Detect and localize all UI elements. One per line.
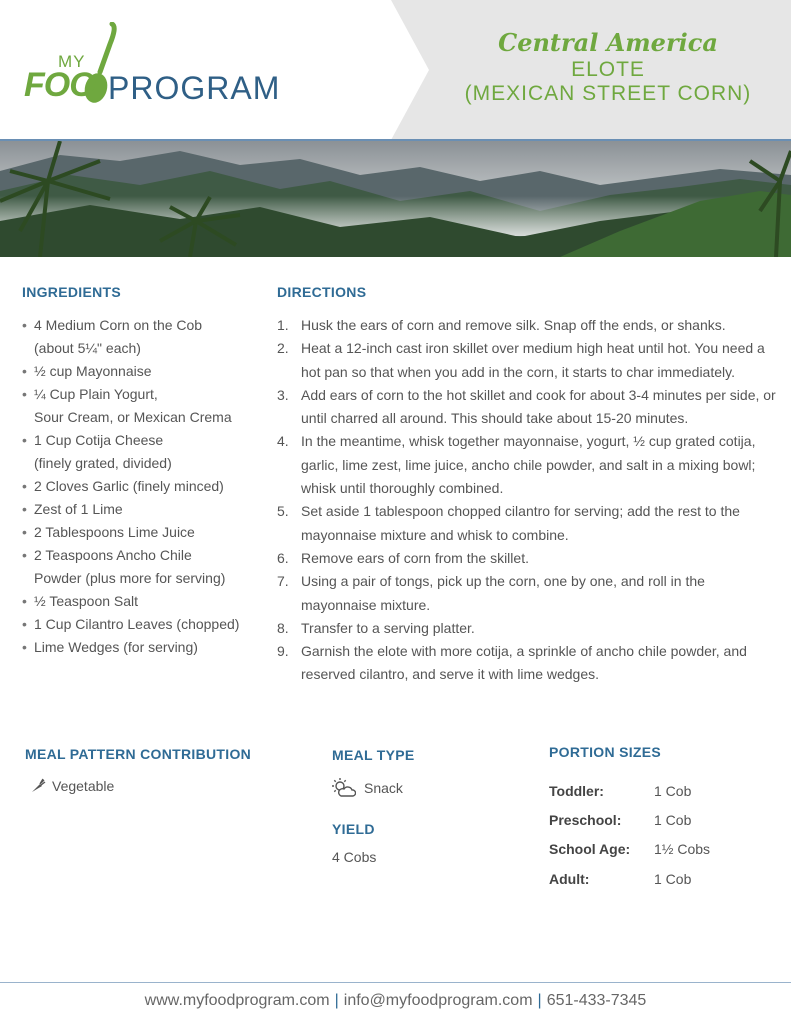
recipe-region: Central America — [498, 28, 718, 57]
logo-my-text: MY — [58, 52, 86, 71]
direction-step: 2. Heat a 12-inch cast iron skillet over medium high heat until hot. You need a hot pan so that when you add in the corn, it starts to char immediately. — [277, 340, 765, 380]
list-item: • 2 Tablespoons Lime Juice — [22, 521, 262, 544]
meal-pattern-heading: MEAL PATTERN CONTRIBUTION — [25, 746, 252, 762]
portion-sizes-table — [549, 776, 769, 893]
table-row: School Age: 1½ Cobs — [549, 841, 711, 858]
direction-step: 5. Set aside 1 tablespoon chopped cilantro for serving; add the rest to the mayonnaise mixture and whisk to combine. — [277, 503, 740, 543]
logo-food-text: FOO — [24, 66, 95, 104]
ingredients-heading: INGREDIENTS — [22, 284, 121, 300]
sun-cloud-icon — [332, 778, 356, 798]
recipe-title-line2: (MEXICAN STREET CORN) — [464, 82, 752, 105]
logo-program-text: PROGRAM — [108, 70, 281, 106]
list-item: • ½ Teaspoon Salt — [22, 590, 262, 613]
table-row: Preschool: 1 Cob — [549, 811, 692, 828]
direction-step: 7. Using a pair of tongs, pick up the corn, one by one, and roll in the mayonnaise mixture. — [277, 573, 705, 613]
list-item: • 2 Cloves Garlic (finely minced) — [22, 475, 262, 498]
list-item: • Lime Wedges (for serving) — [22, 636, 262, 659]
table-row: Toddler: 1 Cob — [549, 782, 692, 799]
list-item: • Zest of 1 Lime — [22, 498, 262, 521]
recipe-title-block — [443, 28, 773, 106]
meal-pattern-value: Vegetable — [30, 778, 114, 794]
footer-divider — [0, 982, 791, 983]
direction-step: 3. Add ears of corn to the hot skillet and cook for about 3-4 minutes per side, or until charred all around. This should take about 15-20 minutes. — [277, 386, 776, 427]
list-item: • 2 Teaspoons Ancho Chile Powder (plus more for serving) — [22, 544, 262, 590]
footer-email-link[interactable]: info@myfoodprogram.com — [343, 992, 533, 1009]
meal-type-heading: MEAL TYPE — [332, 747, 415, 763]
page-footer — [0, 992, 791, 1010]
footer-separator: | — [334, 992, 339, 1009]
yield-value: 4 Cobs — [332, 849, 377, 865]
directions-heading: DIRECTIONS — [277, 284, 367, 300]
footer-phone: 651-433-7345 — [546, 992, 647, 1009]
recipe-title-line1: ELOTE — [571, 58, 645, 81]
direction-step: 1. Husk the ears of corn and remove silk. Snap off the ends, or shanks. — [277, 317, 726, 333]
list-item: • 1 Cup Cilantro Leaves (chopped) — [22, 613, 262, 636]
landscape-banner-image — [0, 141, 791, 257]
list-item: • ¼ Cup Plain Yogurt, Sour Cream, or Mexican Crema — [22, 383, 262, 429]
meal-type-value: Snack — [332, 778, 403, 798]
footer-separator: | — [537, 992, 542, 1009]
ingredients-list — [22, 314, 262, 659]
portion-sizes-heading: PORTION SIZES — [549, 744, 662, 760]
carrot-icon — [30, 778, 46, 794]
yield-heading: YIELD — [332, 821, 375, 837]
direction-step: 6. Remove ears of corn from the skillet. — [277, 549, 529, 566]
footer-website-link[interactable]: www.myfoodprogram.com — [144, 992, 330, 1009]
direction-step: 4. In the meantime, whisk together mayonnaise, yogurt, ½ cup grated cotija, garlic, lime zest, lime juice, ancho chile powder, and salt in a mixing bowl; whisk until thoroughly combined. — [277, 433, 756, 497]
directions-list — [277, 314, 777, 687]
list-item: • ½ cup Mayonnaise — [22, 360, 262, 383]
list-item: • 1 Cup Cotija Cheese (finely grated, divided) — [22, 429, 262, 475]
brand-logo — [22, 20, 322, 110]
direction-step: 9. Garnish the elote with more cotija, a sprinkle of ancho chile powder, and reserved cilantro, and serve it with lime wedges. — [277, 643, 747, 683]
page-header — [0, 0, 791, 140]
list-item: • 4 Medium Corn on the Cob (about 5¼" each) — [22, 314, 262, 360]
direction-step: 8. Transfer to a serving platter. — [277, 619, 475, 636]
table-row: Adult: 1 Cob — [549, 870, 692, 887]
